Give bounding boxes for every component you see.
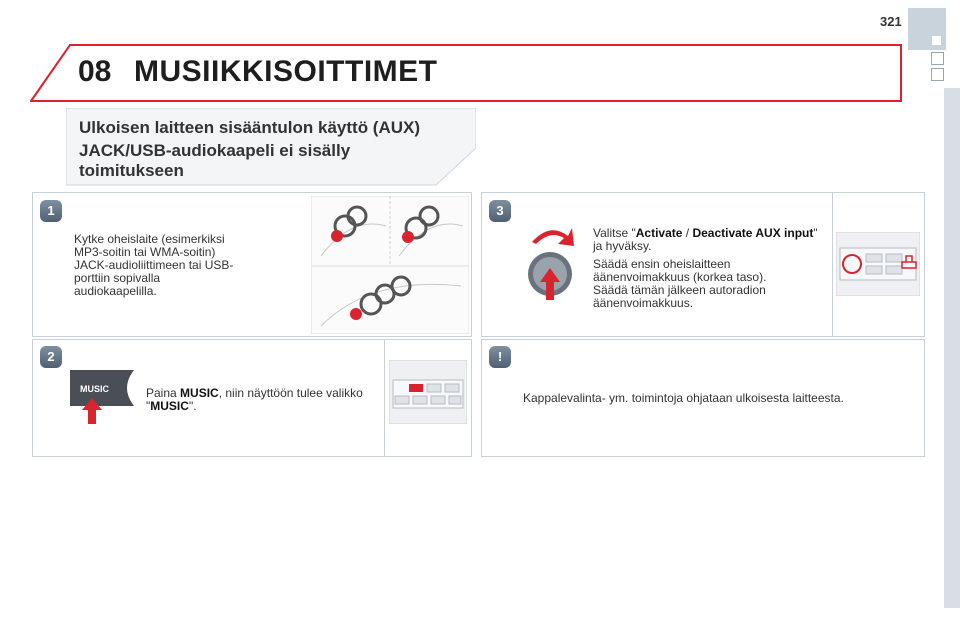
cable-plug-illustration (311, 196, 469, 334)
step-2-text-mid: , niin näyttöön tulee valikko " (146, 386, 363, 413)
step-3-line1-bold1: Activate (635, 226, 683, 240)
panel-3-divider (832, 192, 833, 337)
rotary-knob-illustration[interactable] (522, 222, 578, 302)
right-margin-strip (944, 88, 960, 608)
sidebar-box-icon (931, 68, 944, 81)
step-2-text-pre: Paina (146, 386, 181, 400)
step-badge-3: 3 (489, 200, 511, 222)
step-badge-1: 1 (40, 200, 62, 222)
step-2-text-bold: MUSIC (180, 386, 219, 400)
step-badge-2: 2 (40, 346, 62, 368)
sidebar-box-icon (931, 52, 944, 65)
warning-icon: ! (489, 346, 511, 368)
step-3-line1-bold2: Deactivate AUX input (692, 226, 814, 240)
radio-panel-illustration (389, 360, 467, 424)
step-3-line1-post: " ja hyväksy. (593, 226, 818, 253)
section-subtitle: JACK/USB-audiokaapeli ei sisälly toimitukseen (79, 141, 351, 180)
radio-panel-illustration (836, 232, 920, 296)
step-3-text-1 (593, 227, 823, 253)
section-title: Ulkoisen laitteen sisääntulon käyttö (AUX) (79, 118, 421, 137)
step-2-text-bold2: MUSIC (150, 399, 189, 413)
step-3-text-3: Säädä tämän jälkeen autoradion äänenvoimakkuus. (593, 283, 766, 310)
step-3-text-2: Säädä ensin oheislaitteen äänenvoimakkuus (korkea taso). (593, 257, 767, 284)
rotate-arrow-icon (532, 228, 574, 246)
page-number: 321 (880, 14, 902, 29)
music-button-label: MUSIC (80, 384, 109, 394)
chapter-title: MUSIIKKISOITTIMET (134, 55, 438, 88)
panel-2-divider (384, 339, 385, 457)
chapter-number: 08 (78, 55, 112, 88)
step-2-text (146, 387, 382, 413)
step-3-line1-pre: Valitse " (593, 226, 636, 240)
note-text: Kappalevalinta- ym. toimintoja ohjataan ulkoisesta laitteesta. (523, 391, 844, 405)
page-corner-tab (908, 8, 946, 50)
step-3-line1-mid: / (682, 226, 693, 240)
music-button-illustration[interactable] (70, 370, 134, 426)
step-1-text: Kytke oheislaite (esimerkiksi MP3-soitin tai WMA-soitin) JACK-audioliittimeen tai USB-porttiin sopivalla audiokaapelilla. (74, 232, 234, 298)
step-2-text-post: ". (188, 399, 197, 413)
